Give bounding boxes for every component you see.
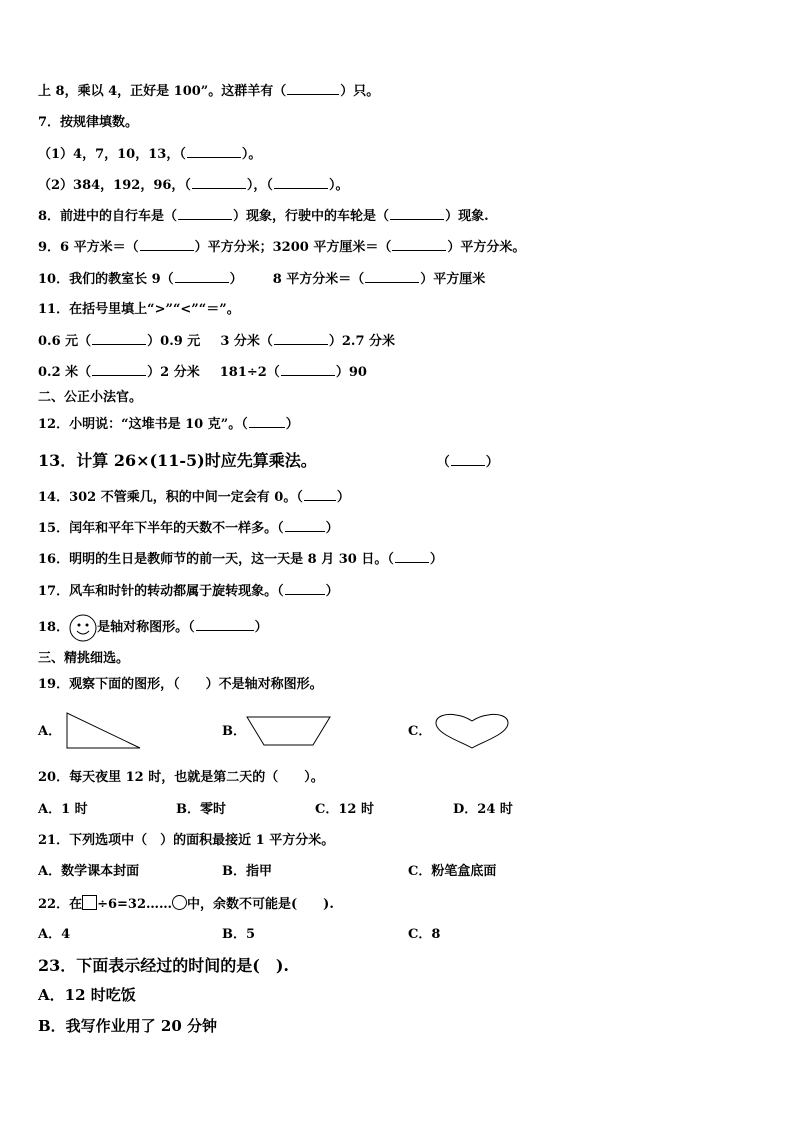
answer-blank[interactable]	[451, 453, 485, 466]
q20-option-c[interactable]: C．12 时	[315, 802, 374, 817]
answer-blank[interactable]	[249, 415, 285, 428]
q19-option-b[interactable]: B．	[222, 724, 246, 739]
q21-text: 21．下列选项中（ ）的面积最接近 1 平方分米。	[38, 833, 335, 848]
answer-blank[interactable]	[395, 550, 429, 563]
answer-blank[interactable]	[390, 207, 444, 220]
q18: 18． 是轴对称图形。（ ）	[38, 613, 268, 643]
q8: 8．前进中的自行车是（ ）现象，行驶中的车轮是（ ）现象.	[38, 209, 489, 224]
answer-blank[interactable]	[140, 238, 194, 251]
answer-blank[interactable]	[92, 363, 146, 376]
heart-shape	[434, 712, 510, 750]
q11-row1: 0.6 元（ ）0.9 元 3 分米（ ）2.7 分米	[38, 334, 396, 349]
q11-title: 11．在括号里填上“>”“<”“＝”。	[38, 302, 240, 317]
answer-blank[interactable]	[187, 145, 241, 158]
q20-option-b[interactable]: B．零时	[176, 802, 226, 817]
q19-option-c[interactable]: C．	[408, 724, 432, 739]
answer-blank[interactable]	[392, 238, 446, 251]
q20-option-d[interactable]: D．24 时	[453, 802, 513, 817]
q16: 16．明明的生日是教师节的前一天，这一天是 8 月 30 日。（ ）	[38, 552, 443, 567]
q21-option-c[interactable]: C．粉笔盒底面	[408, 864, 497, 879]
q22-text: 22．在 ÷6=32…… 中，余数不可能是( ).	[38, 897, 334, 912]
q23-option-b[interactable]: B．我写作业用了 20 分钟	[38, 1017, 217, 1035]
circle-icon	[172, 895, 187, 910]
q9: 9．6 平方米＝（ ）平方分米；3200 平方厘米＝（ ）平方分米。	[38, 240, 526, 255]
q21-option-b[interactable]: B．指甲	[222, 864, 272, 879]
answer-blank[interactable]	[285, 519, 325, 532]
q7-sub2: （2）384，192，96，（ ），（ ）。	[38, 178, 349, 193]
q20-text: 20．每天夜里 12 时，也就是第二天的（ ）。	[38, 770, 324, 785]
q23-text: 23．下面表示经过的时间的是( ).	[38, 956, 289, 975]
q17: 17．风车和时针的转动都属于旋转现象。（ ）	[38, 584, 339, 599]
answer-blank[interactable]	[178, 207, 232, 220]
section-3-title: 三、精挑细选。	[38, 651, 130, 666]
answer-blank[interactable]	[287, 82, 339, 95]
q7-sub1: （1）4，7，10，13，（ ）。	[38, 147, 262, 162]
right-triangle-shape	[66, 712, 142, 750]
answer-blank[interactable]	[92, 332, 146, 345]
q22-option-b[interactable]: B．5	[222, 927, 256, 942]
answer-blank[interactable]	[365, 270, 419, 283]
q7-title: 7．按规律填数。	[38, 115, 139, 130]
q19-option-a[interactable]: A．	[38, 724, 62, 739]
answer-blank[interactable]	[274, 332, 328, 345]
q22-option-a[interactable]: A．4	[38, 927, 71, 942]
q13: 13．计算 26×(11-5)时应先算乘法。 （ ）	[38, 451, 499, 470]
answer-blank[interactable]	[281, 363, 335, 376]
answer-blank[interactable]	[285, 582, 325, 595]
square-box-icon	[82, 895, 97, 910]
q14: 14．302 不管乘几，积的中间一定会有 0。（ ）	[38, 490, 350, 505]
answer-blank[interactable]	[196, 618, 254, 631]
q20-option-a[interactable]: A．1 时	[38, 802, 88, 817]
q11-row2: 0.2 米（ ）2 分米 181÷2（ ）90	[38, 365, 367, 380]
q19-text: 19．观察下面的图形，（ ）不是轴对称图形。	[38, 677, 323, 692]
q21-option-a[interactable]: A．数学课本封面	[38, 864, 140, 879]
trapezoid-shape	[246, 716, 332, 747]
answer-blank[interactable]	[175, 270, 229, 283]
q6-tail: 上 8，乘以 4，正好是 100”。这群羊有（ ）只。	[38, 84, 380, 99]
answer-blank[interactable]	[304, 488, 336, 501]
q23-option-a[interactable]: A．12 时吃饭	[38, 986, 136, 1004]
q12: 12．小明说：“这堆书是 10 克”。（ ）	[38, 417, 299, 432]
answer-blank[interactable]	[192, 176, 246, 189]
smiley-face-icon	[69, 614, 97, 642]
q10: 10．我们的教室长 9（ ） 8 平方分米＝（ ）平方厘米	[38, 272, 486, 287]
answer-blank[interactable]	[274, 176, 328, 189]
q15: 15．闰年和平年下半年的天数不一样多。（ ）	[38, 521, 339, 536]
q22-option-c[interactable]: C．8	[408, 927, 441, 942]
section-2-title: 二、公正小法官。	[38, 390, 143, 405]
